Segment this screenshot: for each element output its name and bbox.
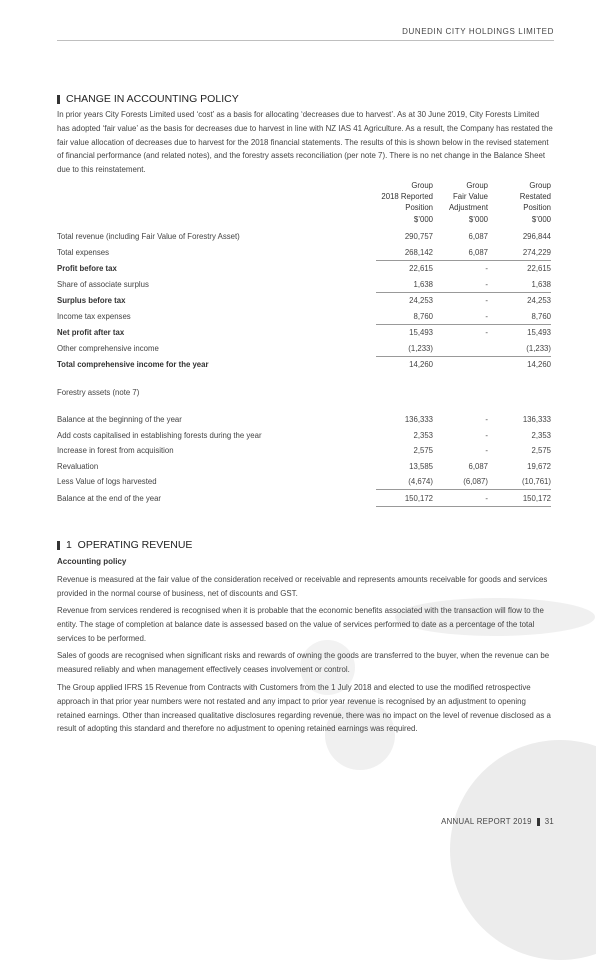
cell-adjustment: - xyxy=(433,292,488,308)
table-spacer-row xyxy=(57,400,551,412)
operating-revenue-paragraph-2: Revenue from services rendered is recognised when it is probable that the economic benefits associated with the transaction will flow to the entity. The stage of completion at balance date is assessed based on the value of services performed to date as a percentage of the total services to be performed. xyxy=(57,606,544,643)
column-header-line: $’000 xyxy=(413,214,433,224)
forestry-assets-subheading: Forestry assets (note 7) xyxy=(57,387,140,397)
cell-adjustment: - xyxy=(485,446,488,456)
row-label: Add costs capitalised in establishing forests during the year xyxy=(57,430,262,440)
table-row xyxy=(57,427,551,443)
cell-adjustment: - xyxy=(433,490,488,507)
row-label: Share of associate surplus xyxy=(57,279,149,289)
table-row xyxy=(57,244,551,260)
cell-reported: 8,760 xyxy=(413,311,433,321)
cell-reported: 136,333 xyxy=(404,415,433,425)
table-row xyxy=(57,356,551,372)
table-spacer-row xyxy=(57,372,551,384)
cell-adjustment xyxy=(433,340,488,356)
cell-restated: 15,493 xyxy=(488,324,551,340)
cell-reported: 13,585 xyxy=(409,461,433,471)
row-label: Revaluation xyxy=(57,461,99,471)
header-company-name: DUNEDIN CITY HOLDINGS LIMITED xyxy=(402,27,554,36)
cell-adjustment: - xyxy=(433,260,488,276)
table-row xyxy=(57,229,551,245)
table-row xyxy=(57,276,551,292)
cell-adjustment: - xyxy=(433,324,488,340)
column-header-line: Adjustment xyxy=(448,203,488,213)
table-row xyxy=(57,260,551,276)
row-label: Balance at the end of the year xyxy=(57,493,162,503)
column-header-line: $’000 xyxy=(468,214,488,224)
table-row xyxy=(57,490,551,507)
cell-restated: 136,333 xyxy=(522,415,551,425)
cell-reported: 1,638 xyxy=(413,279,433,289)
cell-adjustment: 6,087 xyxy=(468,461,488,471)
background-circle-large xyxy=(450,740,596,960)
cell-restated: 2,353 xyxy=(531,430,551,440)
change-policy-paragraph: In prior years City Forests Limited used ‘cost’ as a basis for allocating ‘decreases due to harvest’. As at 30 June 2019, City Forests Limited has adopted ‘fair value’ as the basis for decreases due to harvest in line with NZ IAS 41 Agriculture. As a result, the Company has restated the fair value allocation of decreases due to harvest for the 2018 financial statements. The results of this is shown below in the revised statement of financial performance (and related notes), and the forestry assets reconciliation (per note 7). There is no net change in the Balance Sheet due to this reinstatement. xyxy=(57,110,553,175)
column-header-line: Position xyxy=(523,203,551,213)
cell-adjustment: 6,087 xyxy=(468,247,488,257)
row-label: Profit before tax xyxy=(57,263,117,273)
cell-restated: 2,575 xyxy=(531,446,551,456)
row-label: Less Value of logs harvested xyxy=(57,477,157,487)
table-row xyxy=(57,340,551,356)
column-header-line: Fair Value xyxy=(453,192,488,202)
accounting-policy-subheading: Accounting policy xyxy=(57,557,127,566)
footer-report-title: ANNUAL REPORT 2019 xyxy=(441,817,532,826)
cell-restated: (1,233) xyxy=(526,343,551,353)
spacer-cell xyxy=(57,400,551,412)
column-header-adjustment xyxy=(433,180,488,229)
table-row xyxy=(57,292,551,308)
operating-revenue-paragraph-1: Revenue is measured at the fair value of the consideration received or receivable and represents amounts receivable for goods and services provided in the normal course of business, net of discounts and GST. xyxy=(57,575,548,598)
column-header-restated xyxy=(488,180,551,229)
cell-reported: (4,674) xyxy=(376,474,433,490)
row-label: Increase in forest from acquisition xyxy=(57,446,174,456)
column-header-line: Group xyxy=(466,181,488,190)
operating-revenue-paragraph-4: The Group applied IFRS 15 Revenue from Contracts with Customers from the 1 July 2018 and elected to use the modified retrospective approach in that prior year numbers were not restated and any impact to prior year revenue is recognised by an adjustment to opening retained earnings. Other than increased qualitative disclosures regarding revenue, there was no impact on the level of revenue disclosed as a result of adopting this standard and therefore no adjustment to opening retained earnings was required. xyxy=(57,683,551,734)
cell-adjustment: - xyxy=(485,415,488,425)
row-label: Total comprehensive income for the year xyxy=(57,359,209,369)
cell-adjustment: - xyxy=(485,430,488,440)
cell-restated: 24,253 xyxy=(488,292,551,308)
cell-reported: 15,493 xyxy=(376,324,433,340)
page-footer xyxy=(441,817,554,826)
cell-reported: (1,233) xyxy=(408,343,433,353)
row-label: Total revenue (including Fair Value of Forestry Asset) xyxy=(57,232,240,242)
operating-revenue-heading xyxy=(57,539,192,551)
cell-reported: 24,253 xyxy=(376,292,433,308)
column-header-line: 2018 Reported xyxy=(381,192,433,202)
table-header-row xyxy=(57,180,551,229)
row-label: Total expenses xyxy=(57,247,110,257)
cell-reported: 268,142 xyxy=(404,247,433,257)
cell-adjustment: - xyxy=(485,311,488,321)
cell-adjustment: 6,087 xyxy=(468,232,488,242)
row-label: Balance at the beginning of the year xyxy=(57,415,182,425)
row-label: Income tax expenses xyxy=(57,311,131,321)
cell-adjustment: (6,087) xyxy=(433,474,488,490)
cell-reported: 22,615 xyxy=(376,260,433,276)
row-label: Other comprehensive income xyxy=(57,343,159,353)
section-bullet-icon xyxy=(57,541,60,550)
table-row xyxy=(57,443,551,459)
page-number: 31 xyxy=(544,817,554,826)
column-header-reported xyxy=(376,180,433,229)
column-header-line: Group xyxy=(411,181,433,190)
operating-revenue-heading-text: 1 OPERATING REVENUE xyxy=(66,539,193,551)
table-row xyxy=(57,412,551,428)
table-row xyxy=(57,308,551,324)
column-header-line: Position xyxy=(405,203,433,213)
table-row xyxy=(57,458,551,474)
operating-revenue-paragraph-3: Sales of goods are recognised when significant risks and rewards of owning the goods are transferred to the buyer, when the revenue can be measured reliably and when management effectively ceases involvement or control. xyxy=(57,651,550,674)
row-label: Surplus before tax xyxy=(57,295,126,305)
table-row xyxy=(57,324,551,340)
change-policy-heading xyxy=(57,93,239,105)
section-bullet-icon xyxy=(57,95,60,104)
cell-restated: 8,760 xyxy=(531,311,551,321)
cell-reported: 2,575 xyxy=(413,446,433,456)
cell-restated: 22,615 xyxy=(488,260,551,276)
footer-bullet-icon xyxy=(537,818,540,826)
cell-adjustment xyxy=(433,356,488,372)
cell-reported: 14,260 xyxy=(376,356,433,372)
cell-restated: 296,844 xyxy=(522,232,551,242)
spacer-cell xyxy=(57,372,551,384)
cell-adjustment: - xyxy=(485,279,488,289)
table-header-blank xyxy=(57,180,376,229)
column-header-line: Restated xyxy=(519,192,551,202)
table-row xyxy=(57,474,551,490)
cell-restated: 19,672 xyxy=(527,461,551,471)
header-divider xyxy=(57,40,554,41)
restatement-table xyxy=(57,180,551,507)
cell-restated: (10,761) xyxy=(488,474,551,490)
cell-restated: 274,229 xyxy=(522,247,551,257)
change-policy-heading-text: CHANGE IN ACCOUNTING POLICY xyxy=(66,93,239,105)
cell-restated: 14,260 xyxy=(488,356,551,372)
cell-reported: 150,172 xyxy=(376,490,433,507)
cell-restated: 150,172 xyxy=(488,490,551,507)
row-label: Net profit after tax xyxy=(57,327,125,337)
column-header-line: Group xyxy=(529,181,551,190)
column-header-line: $’000 xyxy=(531,214,551,224)
cell-reported: 290,757 xyxy=(404,232,433,242)
table-row xyxy=(57,384,551,400)
cell-reported: 2,353 xyxy=(413,430,433,440)
cell-restated: 1,638 xyxy=(531,279,551,289)
